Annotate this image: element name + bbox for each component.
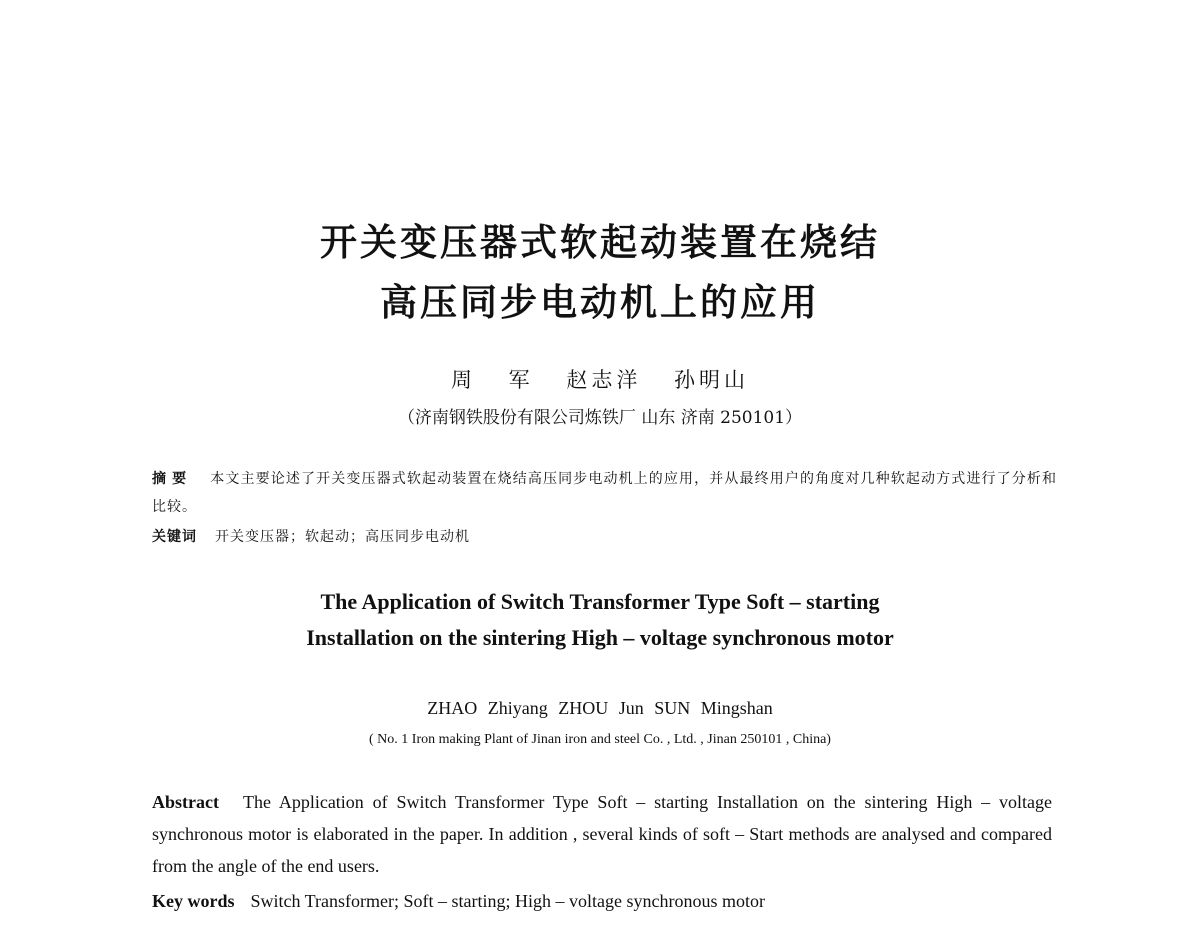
chinese-keywords-label: 关键词 [152,529,197,545]
english-title [0,584,1200,656]
english-affiliation: ( No. 1 Iron making Plant of Jinan iron and steel Co. , Ltd. , Jinan 250101 , China) [369,732,831,747]
english-keywords-label: Key words [152,891,235,911]
english-abstract-text: The Application of Switch Transformer Type Soft – starting Installation on the sintering High – voltage synchronous motor is elaborated in the paper. In addition , several kinds of soft – Start methods are analysed and compared from the angle of the end users. [152,792,1052,876]
english-authors: ZHAO Zhiyang ZHOU Jun SUN Mingshan [427,698,773,718]
chinese-abstract-label: 摘要 [152,471,193,487]
chinese-title [0,213,1200,333]
chinese-abstract [152,465,1057,521]
english-abstract-label: Abstract [152,792,219,812]
chinese-title-line-1: 开关变压器式软起动装置在烧结 [320,221,880,264]
chinese-affiliation: （济南钢铁股份有限公司炼铁厂 山东 济南 250101） [397,408,803,428]
chinese-keywords [152,523,1057,551]
english-abstract [152,786,1052,882]
chinese-title-line-2: 高压同步电动机上的应用 [380,281,820,324]
english-title-line-2: Installation on the sintering High – voltage synchronous motor [306,625,894,650]
chinese-authors: 周 军 赵志洋 孙明山 [450,368,750,392]
chinese-keywords-text: 开关变压器；软起动；高压同步电动机 [215,529,470,545]
english-keywords-text: Switch Transformer; Soft – starting; High – voltage synchronous motor [250,891,765,911]
english-title-line-1: The Application of Switch Transformer Type Soft – starting [320,589,880,614]
english-keywords [152,885,1052,917]
chinese-abstract-text: 本文主要论述了开关变压器式软起动装置在烧结高压同步电动机上的应用，并从最终用户的角度对几种软起动方式进行了分析和比较。 [152,471,1058,515]
